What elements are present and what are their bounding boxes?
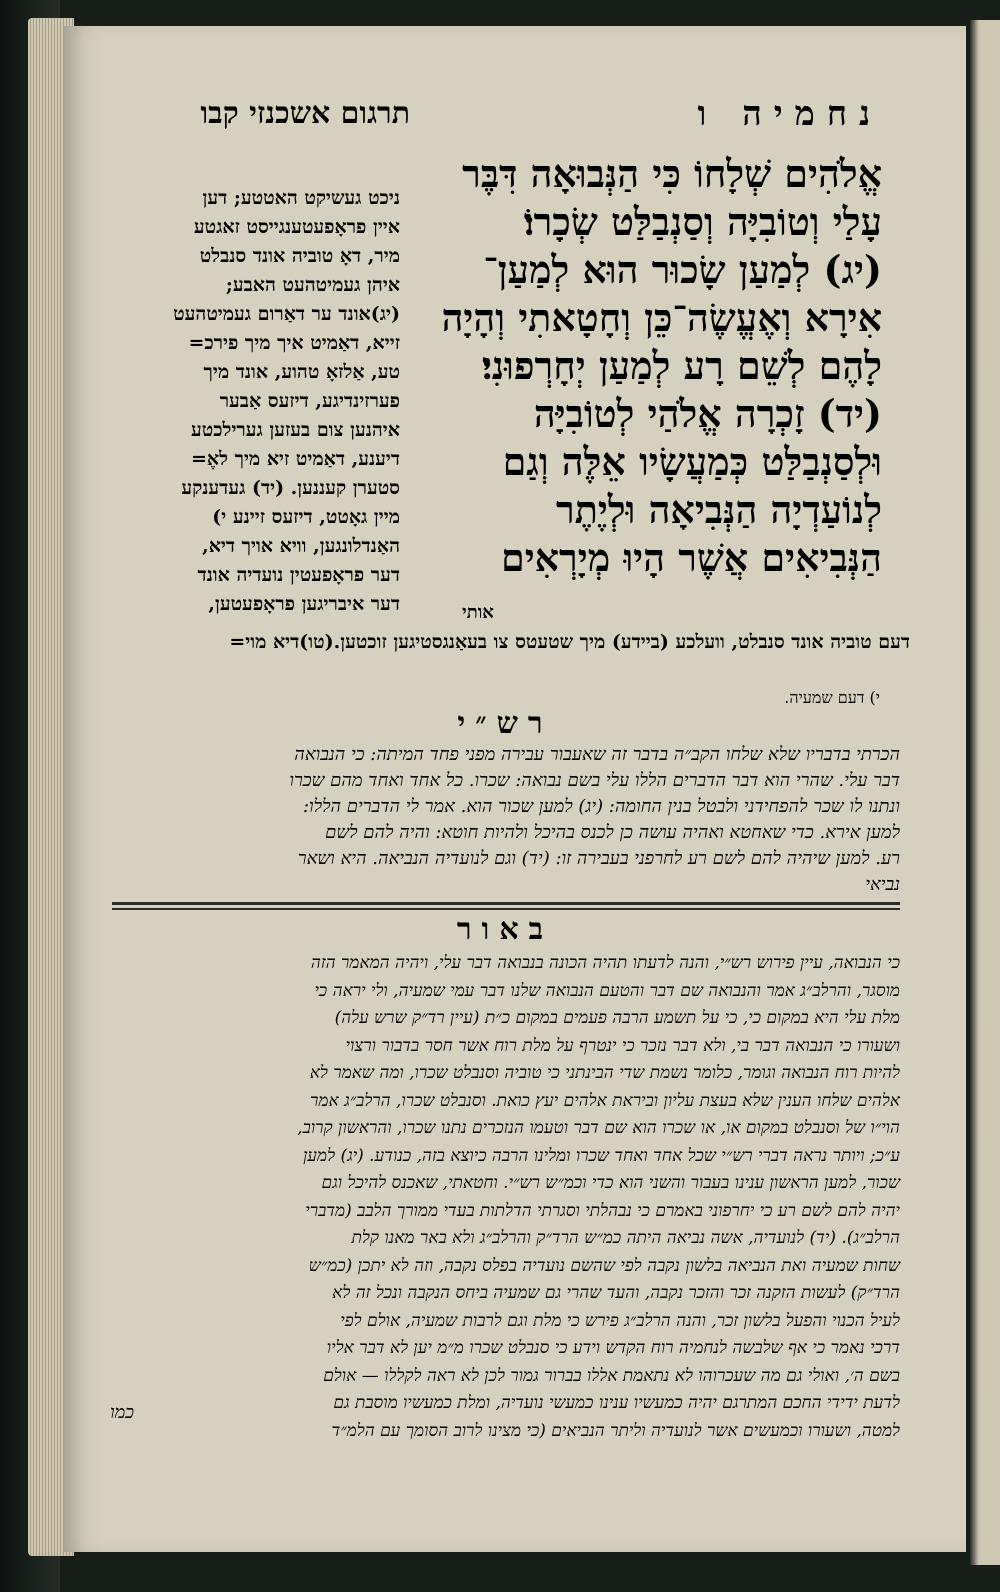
beur-line: להיות רוח הנבואה וגומר, כלומר נשמת שדי הבינתני כי טוביה וסנבלט שכרו, ומה שאמר לא [309,1063,900,1083]
running-header-translation: תרגום אשכנזי קבו [200,96,410,131]
rashi-line: רע. למען שיהיה להם לשם רע לחרפני בעבירה זו: (יד) וגם לנועדיה הנביאה. היא ושאר [297,848,900,869]
translation-line: האַנדלונגען, וויא אויך דיא, [202,535,400,557]
main-text-line: וּלְסַנְבַלַּט כְּמַעֲשָׂיו אֵלֶּה וְגַם [502,439,882,484]
translation-line: (יג)אונד ער דאַרום געמיטהעט [173,303,400,325]
beur-line: ע״כ; ויותר נראה דברי רש״י שכל אחד ואחד שכרו ומלינו הרבה כיוצא בזה, כנודע. (יג) למען [303,1145,900,1166]
beur-line: למטה, ושעורו וכמעשים אשר לנועדיה וליתר הנביאים (כי מצינו לרוב הסומך עם הלמ״ד [331,1420,900,1441]
beur-line: כי הנבואה, עיין פירוש רש״י, והנה לדעתו תהיה הכונה בנבואה דבר עלי, ויהיה המאמר הזה [310,953,900,973]
rashi-line: הכרתי בדבריו שלא שלחו הקב״ה בדבר זה שאעבור עבירה מפני פחד המיתה: כי הנבואה [294,744,900,765]
beur-line: לעיל הכנוי והפעל בלשון זכר, והנה הרלב״ג פירש כי מלת וגם לרבות שמעיה, אולם לפי [340,1310,900,1331]
beur-line: הרלב״ג). (יד) לנועדיה, אשה נביאה היתה כמ״ש הרד״ק והרלב״ג ולא באר מאנו קלת [351,1228,900,1248]
translation-line: דער איבריגען פראָפעטען, [208,593,400,615]
beur-line: ושעורו כי הנבואה דבר בי, ולא דבר נזכר כי ינטרף על מלת רוח אשר חסר בדבור ורצוי [345,1035,900,1056]
translation-line: איין פראָפעטענגייסט זאגטע [193,216,400,238]
section-divider [112,902,900,905]
yiddish-translation-column [110,184,400,619]
main-text-line: לָהֶם לְשֵׁם רָע לְמַעַן יְחָרְפוּנִי׃ [481,343,882,388]
beur-line: שחות שמעיה ואת הנביאה בלשון נקבה לפי שהשם נועדיה בפלס נקבה, וזה לא יתכן (כמ״ש [308,1255,900,1276]
main-text-line: (יג) לְמַעַן שָׂכוּר הוּא לְמַעַן־ [483,247,882,292]
hebrew-main-text [441,150,882,582]
translation-line: דיענע, דאַמיט זיא מיך לאֶ= [191,448,400,470]
rashi-commentary [110,742,900,898]
rashi-line: למען אירא. כדי שאחטא ואהיה עושה כן לכנס בהיכל ולהיות חוטא: והיה להם לשם [325,822,900,843]
rashi-line: דבר עלי. שהרי הוא דבר הדברים הללו עלי בשם נבואה: שכרו. כל אחד ואחד מהם שכרו [289,770,900,791]
beur-line: מלת עלי היא במקום כי, כי על תשמע הרבה פעמים במקום כ״ת (עיין רד״ק שרש עלה) [334,1008,900,1028]
translation-line: דער פראָפעטין נועדיה אונד [197,564,400,586]
rashi-line: ונתנו לו שכר להפחידני ולבטל בנין החומה: (יג) למען שכור הוא. אמר לי הדברים הללו: [302,796,900,817]
beur-line: לדעת ידידי החכם המתרגם יהיה כמעשיו ענינו כמעשי נועדיה, ומלת כמעשיו מוסבת גם [333,1393,900,1413]
translation-continuation: דעם טוביה אונד סנבלט, וועלכע (ביידע) מיך שטעטס צו בעאַנגסטיגען זוכטען.(טו)דיא מוי= [229,631,910,653]
translation-footnote: י) דעם שמעיה. [784,688,880,707]
rashi-heading: רש״י [457,706,553,741]
beur-line: הוי״ו של וסנבלט במקום או, או שכרו הוא שם דבר וטעמו הנזכרים נתנו שכרו, והראשון קרוב, [297,1118,900,1138]
main-text-line: עָלַי וְטוֹבִיָּה וְסַנְבַלַּט שְׂכָרוֹ׃ [523,199,882,244]
beur-line: אלהים שלחו הענין שלא בעצת עליון וביראת אלהים יעץ כואת. וסנבלט שכרו, הרלב״ג אמר [310,1090,900,1111]
main-text-line: אִירָא וְאֶעֱשֶׂה־כֵּן וְחָטָאתִי וְהָיָה [441,295,882,340]
main-text-line: לְנוֹעַדְיָה הַנְּבִיאָה וּלְיֶתֶר [556,487,882,532]
main-text-line: אֱלֹהִים שְׁלָחוֹ כִּי הַנְּבוּאָה דִּבֶּר [462,151,882,196]
section-divider-thin [112,908,900,910]
beur-line: יהיה להם לשם רע כי יחרפוני באמרם כי נבהלתי וסגרתי הדלתות בעדי ממורך הלבב (מדברי [305,1200,900,1221]
main-text-line: (יד) זָכְרָה אֱלֹהַי לְטוֹבִיָּה [533,391,882,436]
beur-line: דרכי נאמר כי אף שלבשה לנחמיה רוח הקדש וידע כי סנבלט שכרו מ״מ יען לא דבר אליו [326,1338,900,1358]
translation-line: זייא, דאַמיט איך מיך פירכ= [188,332,400,354]
translation-line: מיר, דאָ טוביה אונד סנבלט [199,245,400,267]
translation-line: פערזינדיגע, דיזעס אַבער [219,390,400,412]
beur-heading: באור [456,912,554,947]
beur-catchword: כמו [110,1402,135,1423]
translation-line: איהן געמיטהעט האבע; [225,274,400,296]
beur-line: בשם ה׳, ואולי גם מה שעכרוהו לא נתאמת אללו בברור גמור לכן לא ראה לקללו — אולם [323,1365,900,1386]
main-text-line: הַנְּבִיאִים אֲשֶׁר הָיוּ מְיָרְאִים [500,535,882,580]
facing-page-edge [970,20,1000,1565]
rashi-line: נביאי [865,874,900,895]
main-text-catchword: אותי [462,602,494,623]
beur-line: שכור, למען הראשון ענינו בעבור והשני הוא כדי וכמ״ש רש״י. וחטאתי, שאכנס להיכל וגם [321,1173,900,1193]
running-header-main: נחמיה ו [697,94,882,134]
translation-line: טע, אַלזאָ טהוע, אונד מיך [203,361,400,383]
translation-line: ניכט געשיקט האטטע; דען [202,187,400,209]
translation-line: איהנען צום בעזען גערילכטע [191,419,400,441]
translation-line: סטערן קעננען. (יד) געדענקע [181,477,400,499]
beur-line: הרד״ק) לעשות הזקנה זכר והזכר נקבה, והעד שהרי גם שמעיה ביחס הנקבה ונכל זה לא [332,1283,900,1303]
translation-line: מיין גאָטט, דיזעס זיינע י) [212,506,400,528]
beur-line: מוסגר, והרלב״ג אמר והנבואה שם דבר והטעם הנבואה שלנו דבר עמי שמעיה, ולי יראה כי [314,980,900,1001]
beur-commentary [110,950,900,1445]
